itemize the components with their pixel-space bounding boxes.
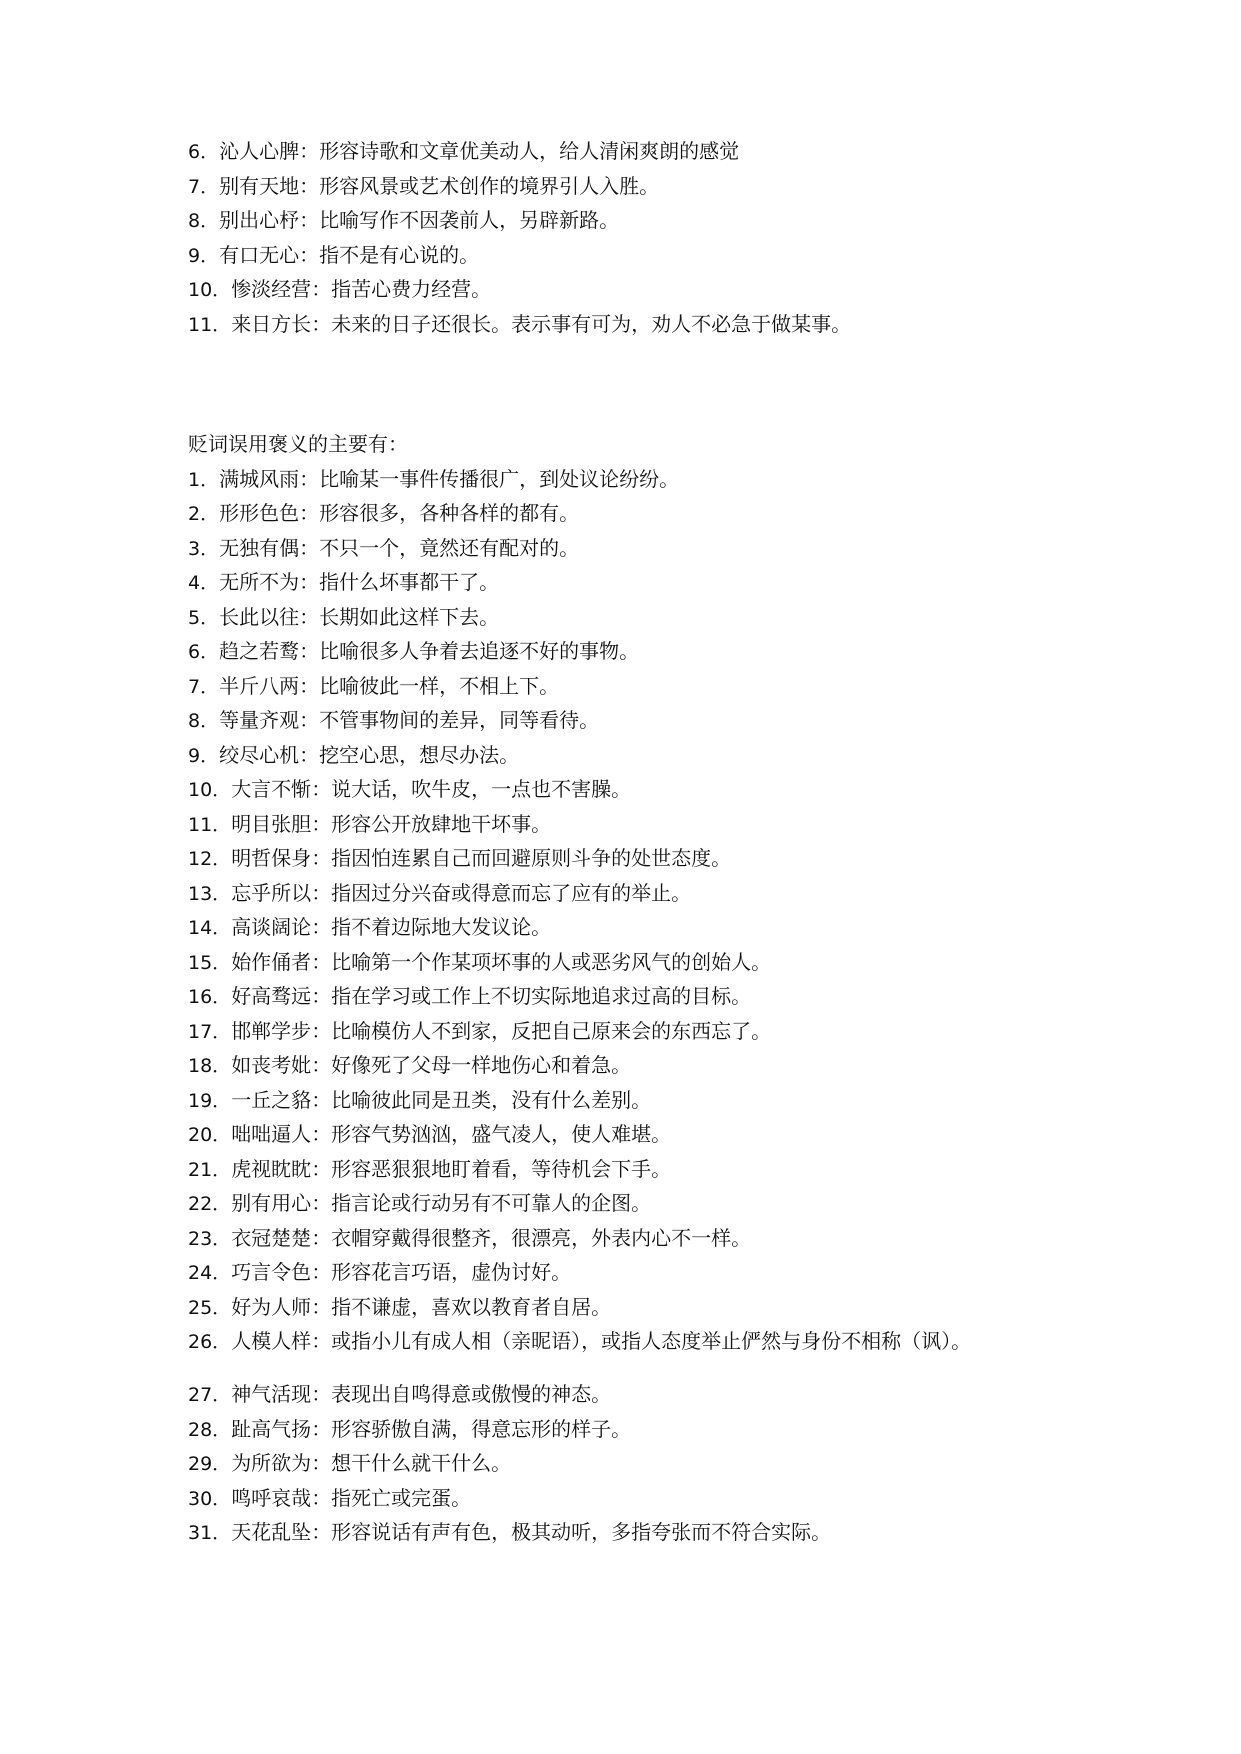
item-number: 14． [188,917,232,939]
list-item [188,1377,1188,1412]
list-item [188,272,1188,307]
item-definition: ：指什么坏事都干了。 [299,570,500,594]
item-definition: ：说大话，吹牛皮，一点也不害臊。 [311,777,632,801]
item-term: 无所不为 [219,570,300,594]
item-number: 28． [188,1418,232,1441]
list-item [188,1048,1188,1083]
item-term: 始作俑者 [231,949,312,974]
list-item [188,634,1188,669]
item-term: 等量齐观 [219,708,300,732]
item-definition: ：指言论或行动另有不可靠人的企图。 [311,1191,652,1215]
item-number: 21． [188,1158,232,1181]
idiom-list-c [188,1377,1188,1550]
list-item [188,203,1188,238]
item-definition: ：比喻第一个作某项坏事的人或恶劣风气的创始人。 [311,949,772,974]
item-definition: ：比喻模仿人不到家，反把自己原来会的东西忘了。 [311,1018,772,1043]
item-definition: ：指死亡或完蛋。 [311,1485,472,1510]
item-number: 5． [188,606,220,629]
item-definition: ：形容说话有声有色，极其动听，多指夸张而不符合实际。 [311,1520,832,1544]
item-definition: ：比喻很多人争着去追逐不好的事物。 [299,639,640,663]
item-definition: ：比喻彼此一样，不相上下。 [299,673,560,698]
item-term: 无独有偶 [219,535,300,560]
list-item [188,307,1188,342]
list-item [188,1412,1188,1447]
item-definition: ：形容风景或艺术创作的境界引人入胜。 [299,173,660,198]
list-item [188,841,1188,876]
item-number: 8． [188,210,220,232]
item-number: 9． [188,744,220,767]
list-item [188,1255,1188,1290]
item-definition: ：形容诗歌和文章优美动人，给人清闲爽朗的感觉 [299,139,740,163]
list-item [188,807,1188,842]
item-number: 11． [188,813,232,836]
item-term: 趋之若鹜 [219,639,300,663]
item-term: 为所欲为 [231,1451,312,1475]
item-number: 29． [188,1453,232,1475]
section-heading: 贬词误用褒义的主要有： [188,432,408,456]
list-item [188,1481,1188,1516]
item-number: 11． [188,313,232,336]
item-term: 如丧考妣 [231,1053,312,1077]
item-number: 30． [188,1487,232,1510]
item-number: 4． [188,572,220,594]
item-definition: ：不管事物间的差异，同等看待。 [299,708,600,732]
item-number: 15． [188,951,232,974]
item-term: 有口无心 [219,242,300,267]
item-number: 6． [188,641,220,663]
item-definition: ：形容公开放肆地干坏事。 [311,811,552,836]
item-definition: ：长期如此这样下去。 [299,604,500,629]
item-definition: ：指苦心费力经营。 [311,277,492,301]
list-item [188,496,1188,531]
list-item [188,531,1188,566]
item-definition: ：形容恶狠狠地盯着看，等待机会下手。 [311,1156,672,1181]
item-number: 2． [188,503,220,525]
item-definition: ：指不是有心说的。 [299,242,480,267]
item-term: 长此以往 [219,604,300,629]
list-item [188,1446,1188,1481]
item-term: 绞尽心机 [219,742,300,767]
list-item [188,1221,1188,1256]
list-item [188,1290,1188,1325]
item-term: 别有用心 [231,1191,312,1215]
item-term: 好高骛远 [231,984,312,1008]
item-number: 22． [188,1193,232,1215]
item-term: 忘乎所以 [231,880,312,905]
item-number: 18． [188,1055,232,1077]
item-term: 鸣呼哀哉 [231,1485,312,1510]
list-item [188,910,1188,945]
item-number: 6． [188,141,220,163]
item-term: 惨淡经营 [231,277,312,301]
item-term: 沁人心脾 [219,139,300,163]
list-item [188,876,1188,911]
list-item [188,134,1188,169]
item-number: 20． [188,1124,232,1146]
item-term: 形形色色 [219,501,300,525]
item-number: 24． [188,1262,232,1284]
item-number: 26． [188,1331,232,1353]
list-item [188,1186,1188,1221]
item-definition: ：比喻写作不因袭前人，另辟新路。 [299,208,620,232]
item-number: 10． [188,279,232,301]
item-term: 高谈阔论 [231,915,312,939]
item-number: 19． [188,1089,232,1112]
item-term: 来日方长 [231,311,312,336]
item-definition: ：形容骄傲自满，得意忘形的样子。 [311,1416,632,1441]
item-term: 一丘之貉 [231,1087,312,1112]
item-definition: ：比喻彼此同是丑类，没有什么差别。 [311,1087,652,1112]
item-term: 半斤八两 [219,673,300,698]
item-term: 大言不惭 [231,777,312,801]
item-definition: ：形容花言巧语，虚伪讨好。 [311,1260,572,1284]
item-term: 天花乱坠 [231,1520,312,1544]
item-definition: ：形容气势汹汹，盛气凌人，使人难堪。 [311,1122,672,1146]
list-item [188,1324,1188,1359]
item-definition: ：挖空心思，想尽办法。 [299,742,520,767]
list-item [188,462,1188,497]
item-term: 好为人师 [231,1294,312,1319]
item-definition: ：好像死了父母一样地伤心和着急。 [311,1053,632,1077]
item-term: 咄咄逼人 [231,1122,312,1146]
item-definition: ：比喻某一事件传播很广，到处议论纷纷。 [299,466,680,491]
item-term: 明目张胆 [231,811,312,836]
list-item [188,772,1188,807]
item-number: 1． [188,468,220,491]
list-item [188,945,1188,980]
item-term: 明哲保身 [231,846,312,870]
item-definition: ：形容很多，各种各样的都有。 [299,501,580,525]
list-item [188,703,1188,738]
item-definition: ：指因怕连累自己而回避原则斗争的处世态度。 [311,846,732,870]
list-item [188,1117,1188,1152]
item-definition: ：指在学习或工作上不切实际地追求过高的目标。 [311,984,752,1008]
item-definition: ：想干什么就干什么。 [311,1451,512,1475]
list-item [188,600,1188,635]
item-definition: ：指不谦虚，喜欢以教育者自居。 [311,1294,612,1319]
list-item [188,669,1188,704]
item-definition: ：指因过分兴奋或得意而忘了应有的举止。 [311,880,692,905]
list-item [188,169,1188,204]
item-term: 巧言令色 [231,1260,312,1284]
item-term: 人模人样 [231,1329,312,1353]
item-definition: ：未来的日子还很长。表示事有可为，劝人不必急于做某事。 [311,311,852,336]
item-number: 16． [188,986,232,1008]
item-term: 神气活现 [231,1382,312,1406]
list-item [188,1014,1188,1049]
item-definition: ：不只一个，竟然还有配对的。 [299,535,580,560]
list-item [188,238,1188,273]
item-number: 7． [188,675,220,698]
list-item [188,979,1188,1014]
item-term: 满城风雨 [219,466,300,491]
item-number: 27． [188,1384,232,1406]
item-definition: ：指不着边际地大发议论。 [311,915,552,939]
pejorative-section [188,427,1188,1359]
item-number: 25． [188,1296,232,1319]
item-number: 23． [188,1227,232,1250]
list-item [188,1515,1188,1550]
list-item [188,1152,1188,1187]
idiom-list-a [188,134,1188,341]
list-item [188,738,1188,773]
item-number: 9． [188,244,220,267]
item-number: 10． [188,779,232,801]
item-term: 虎视眈眈 [231,1156,312,1181]
item-term: 邯郸学步 [231,1018,312,1043]
list-item [188,565,1188,600]
item-term: 别有天地 [219,173,300,198]
item-number: 8． [188,710,220,732]
item-number: 13． [188,882,232,905]
item-definition: ：衣帽穿戴得很整齐，很漂亮，外表内心不一样。 [311,1225,752,1250]
item-definition: ：表现出自鸣得意或傲慢的神态。 [311,1382,612,1406]
item-term: 别出心杼 [219,208,300,232]
item-number: 17． [188,1020,232,1043]
item-term: 趾高气扬 [231,1416,312,1441]
item-definition: ：或指小儿有成人相（亲昵语），或指人态度举止俨然与身份不相称（讽）。 [311,1329,972,1353]
list-item [188,1083,1188,1118]
item-term: 衣冠楚楚 [231,1225,312,1250]
item-number: 12． [188,848,232,870]
item-number: 3． [188,537,220,560]
item-number: 31． [188,1522,232,1544]
item-number: 7． [188,175,220,198]
